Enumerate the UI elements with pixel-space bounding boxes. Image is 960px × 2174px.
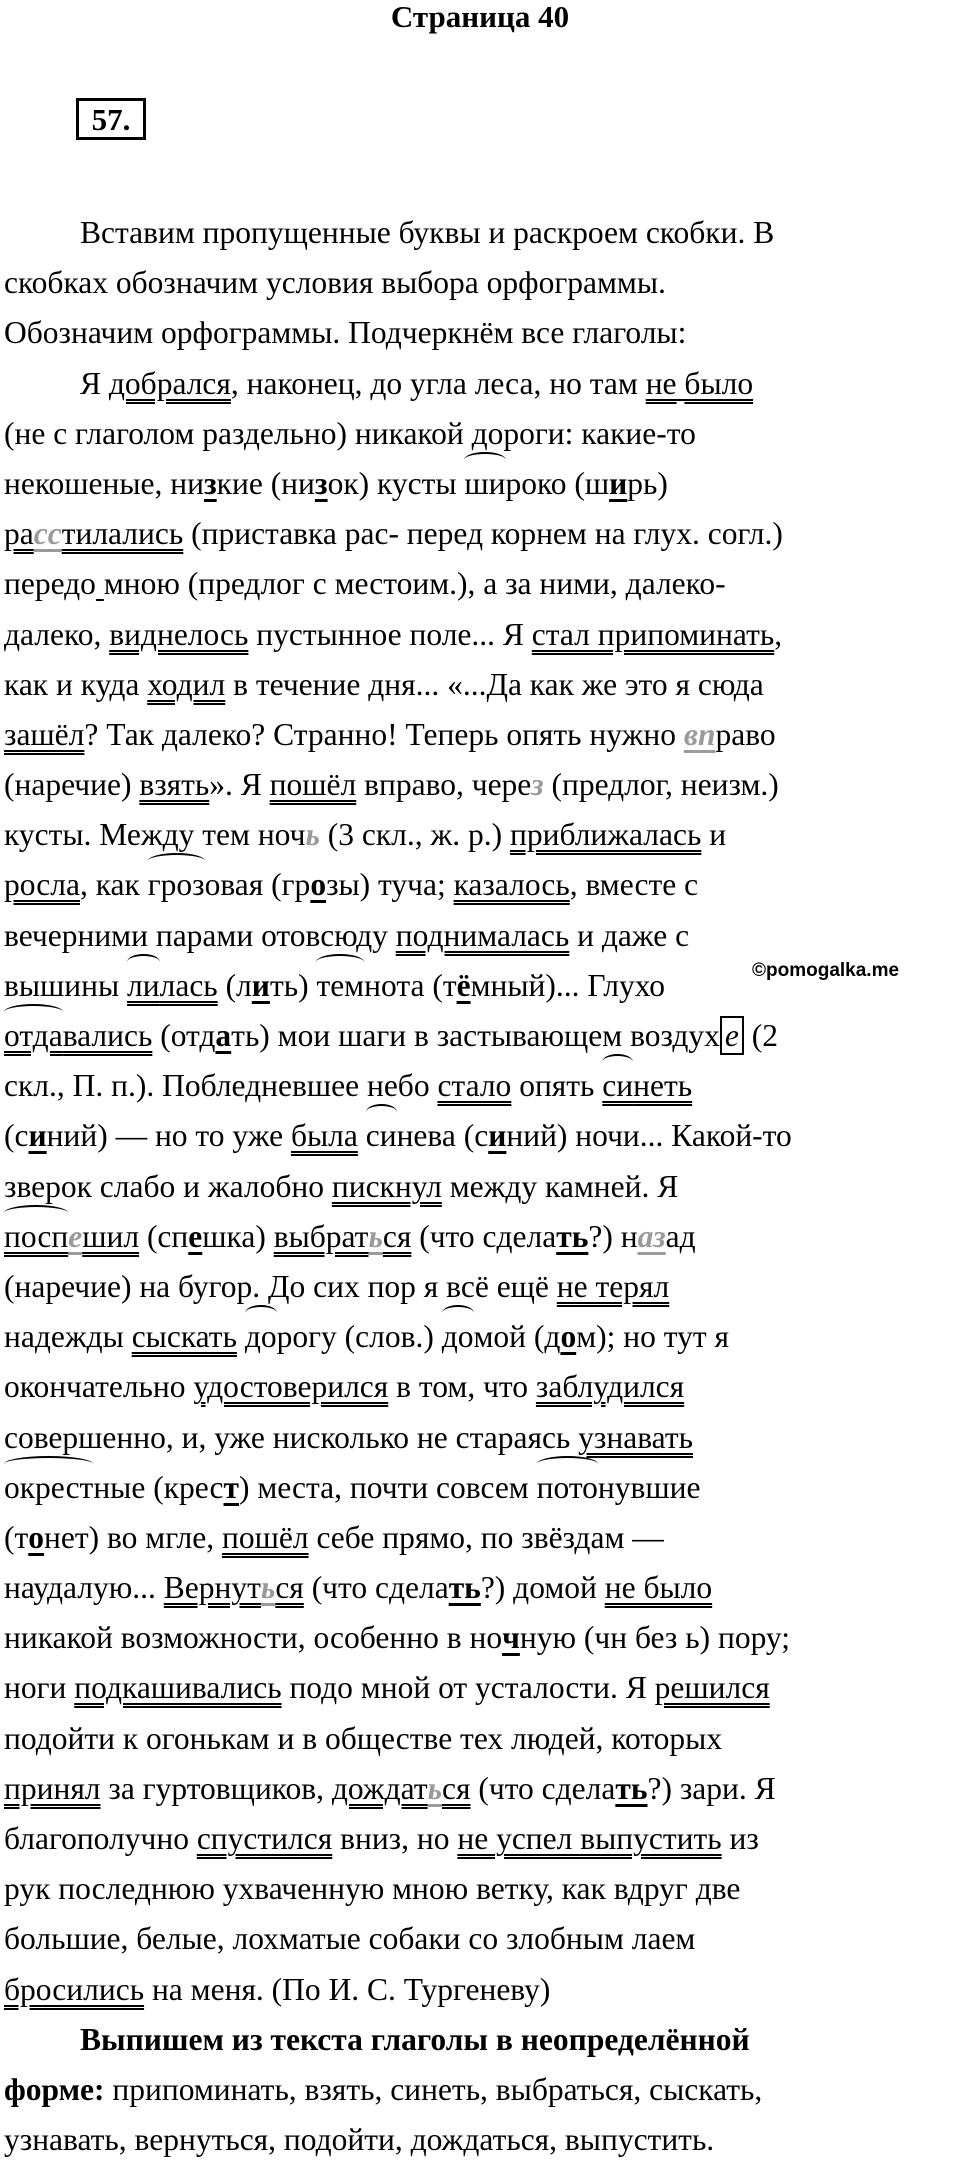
text: , вместе с (569, 867, 699, 903)
exercise-number: 57. (76, 98, 146, 140)
verb: бросились (4, 1971, 145, 2007)
text-line (4, 860, 924, 910)
verb: ся (442, 1770, 471, 1806)
orthogram: ь (305, 817, 320, 853)
orthogram: о (560, 1319, 577, 1355)
orthogram: ть (615, 1770, 648, 1806)
verb: неть (633, 1068, 693, 1104)
text: мой (д (473, 1319, 561, 1355)
text: в том, что (388, 1369, 536, 1405)
task-answer: припоминать, взять, синеть, выбраться, сыскать, (104, 2071, 763, 2107)
verb: поднималась (395, 917, 570, 953)
text: (т (4, 1519, 29, 1555)
text: благополучно (4, 1821, 197, 1856)
verb: спустился (196, 1821, 333, 1856)
text: м); но тут я (576, 1319, 729, 1355)
text: ний) ночи... Какой-то (506, 1118, 792, 1154)
text: (с (4, 1118, 29, 1154)
text: никакой возможности, особенно в но (4, 1620, 503, 1656)
verb: не было (604, 1570, 713, 1606)
text: (3 скл., ж. р.) (319, 817, 510, 853)
orthogram: о (310, 867, 327, 903)
text: (что сдела (470, 1770, 616, 1806)
text-line (4, 1413, 924, 1463)
ending-box: е (720, 1016, 744, 1055)
text: (л (217, 967, 252, 1003)
verb: подкашивались (74, 1670, 282, 1706)
text-line (4, 1513, 924, 1563)
verb: не успел выпустить (457, 1821, 722, 1856)
root-arc: ши (464, 459, 505, 509)
text: ?) н (588, 1218, 638, 1254)
text: скл., П. п.). Побледневшее небо (4, 1068, 438, 1104)
verb: виднелось (109, 616, 249, 652)
text: (что сдела (411, 1218, 557, 1254)
instruction-line: скобках обозначим условия выбора орфограммы. (4, 265, 666, 301)
root-arc: пото (537, 1463, 598, 1513)
text: ? Так далеко? Странно! Теперь опять нужно (84, 716, 684, 752)
verb: приближалась (509, 817, 702, 853)
orthogram: аз (637, 1218, 666, 1254)
text-line (4, 559, 924, 609)
text-line (4, 1061, 924, 1111)
text: кусты. Между тем ноч (4, 817, 306, 853)
text: зверок слабо и жалобно (4, 1168, 332, 1204)
text: ?) домой (480, 1570, 605, 1606)
text: в течение дня... «...Да как же это я сюда (225, 666, 764, 702)
text: нет) во мгле, (44, 1519, 222, 1555)
text: вправо, чере (356, 767, 532, 803)
verb-root-arc: посп (4, 1212, 68, 1262)
text: (сп (139, 1218, 189, 1254)
verb: тилались (61, 516, 184, 552)
verb: ходил (147, 666, 226, 702)
text: роко (ш (505, 465, 610, 501)
text-line (4, 1613, 924, 1663)
verb-root-arc: отда (4, 1011, 63, 1061)
orthogram: и (609, 465, 628, 501)
text: (наречие) (4, 767, 140, 803)
exercise-text (4, 208, 924, 2165)
verb: ся (275, 1570, 304, 1606)
text: как и куда (4, 666, 148, 702)
instruction-line: Вставим пропущенные буквы и раскроем скобки. В (80, 215, 775, 250)
text: (наречие) на бугор. До сих пор я всё ещё (4, 1268, 557, 1304)
orthogram: з (204, 465, 217, 501)
verb: удостоверился (193, 1369, 389, 1405)
verb: пошёл (269, 767, 357, 803)
text: пустынное поле... Я (248, 616, 532, 652)
text: , (774, 616, 783, 652)
verb: Вернут (163, 1570, 261, 1606)
text-line (4, 961, 924, 1011)
verb: добрался (108, 365, 231, 401)
text: между камней. Я (441, 1168, 679, 1204)
text: ть) (269, 967, 317, 1003)
text (358, 1118, 366, 1153)
verb: не (645, 365, 677, 401)
orthogram: ч (502, 1620, 520, 1656)
orthogram: ь (368, 1218, 383, 1254)
text: за гуртовщиков, (100, 1770, 332, 1806)
verb: заблудился (535, 1369, 685, 1405)
text: надежды (4, 1319, 132, 1355)
text-line (4, 1814, 924, 1864)
verb: принял (4, 1770, 101, 1806)
task-heading-end: форме: (4, 2071, 105, 2107)
text-line (4, 1111, 924, 1161)
text: совершенно, и, уже нисколько не стараясь (4, 1419, 579, 1455)
verb: вались (62, 1018, 153, 1053)
task-answer-line: узнавать, вернуться, подойти, дождаться, выпустить. (4, 2122, 715, 2158)
verb: не терял (556, 1268, 670, 1304)
root-arc: до (442, 1312, 474, 1362)
text: вечерними парами отовсюду (4, 917, 396, 953)
text-line (4, 660, 924, 710)
text: ?) зари. Я (647, 1770, 776, 1806)
text: и даже с (569, 917, 690, 953)
text: шка) (202, 1218, 274, 1254)
text (237, 1319, 245, 1354)
text: ные (крес (93, 1469, 224, 1505)
orthogram: т (223, 1469, 239, 1505)
text: ть) мои шаги в застывающем воздух (231, 1018, 720, 1053)
text: нева (с (396, 1118, 489, 1154)
text-line (4, 1362, 924, 1412)
text-line (4, 810, 924, 860)
text-line: большие, белые, лохматые собаки со злобным лаем (4, 1921, 696, 1957)
verb: взять (139, 767, 210, 803)
text: мною (предлог с местоим.), а за ними, далеко- (103, 566, 726, 602)
text: , как (79, 867, 148, 903)
text-line (4, 1563, 924, 1613)
verb: шил (82, 1218, 140, 1254)
text: наудалую... (4, 1570, 164, 1606)
instruction-line: Обозначим орфограммы. Подчеркнём все глаголы: (4, 315, 687, 351)
orthogram: а (215, 1018, 232, 1053)
verb: росла (4, 867, 80, 903)
verb: выбрат (273, 1218, 369, 1254)
verb: пошёл (221, 1519, 309, 1555)
orthogram: е (68, 1218, 83, 1254)
verb: решился (654, 1670, 770, 1706)
text: из (721, 1821, 759, 1856)
verb: ся (382, 1218, 412, 1254)
root-arc: до (245, 1312, 277, 1362)
text: передо (4, 566, 96, 602)
text: ». Я (209, 767, 270, 803)
text: и (701, 817, 727, 853)
text-line (4, 1212, 924, 1262)
text: ок) кусты (327, 465, 465, 501)
root-arc: тем (316, 961, 364, 1011)
text: некошеные, ни (4, 465, 204, 501)
task-heading: Выпишем из текста глаголы в неопределённой (80, 2021, 750, 2057)
orthogram: ь (427, 1770, 442, 1806)
text-line (4, 459, 924, 509)
verb: лась (159, 967, 218, 1003)
verb-root-arc: ли (127, 961, 160, 1011)
text: себе прямо, по звёздам — (308, 1519, 664, 1555)
text: ную (чн без ь) пору; (519, 1620, 790, 1656)
text: ) места, почти совсем (238, 1469, 537, 1505)
orthogram (96, 566, 104, 601)
text: зы) туча; (326, 867, 454, 903)
page-title: Страница 40 (390, 0, 570, 34)
orthogram: з (531, 767, 544, 803)
text: кие (ни (216, 465, 315, 501)
text-line (4, 1011, 924, 1061)
text: подо мной от усталости. Я (281, 1670, 655, 1706)
text: рь) (627, 465, 668, 501)
text: (2 (743, 1018, 778, 1053)
verb: ра (4, 516, 34, 552)
root-arc: гроз (148, 860, 205, 910)
text-line (4, 1463, 924, 1513)
orthogram: ть (556, 1218, 589, 1254)
text: окончательно (4, 1369, 194, 1405)
text: (предлог, неизм.) (543, 767, 779, 803)
text-line (4, 1663, 924, 1713)
verb: узнавать (578, 1419, 693, 1455)
text: ад (665, 1218, 696, 1254)
text: вниз, но (332, 1821, 458, 1856)
text: мный)... Глухо (470, 967, 665, 1003)
orthogram: ё (456, 967, 471, 1003)
root-arc: си (366, 1111, 397, 1161)
text-line (4, 1965, 924, 2015)
orthogram: и (28, 1118, 47, 1154)
text: (приставка рас- перед корнем на глух. согл.) (183, 516, 783, 552)
text-line: (не с глаголом раздельно) никакой дороги: какие-то (4, 415, 696, 451)
text: опять (511, 1068, 603, 1104)
text-line: подойти к огонькам и в обществе тех людей, которых (4, 1720, 723, 1756)
orthogram: ь (260, 1570, 276, 1606)
orthogram: ть (448, 1570, 481, 1606)
verb: дождат (331, 1770, 428, 1806)
verb: было (684, 365, 754, 401)
text: Я (80, 365, 109, 401)
verb: пискнул (331, 1168, 442, 1204)
orthogram: о (28, 1519, 45, 1555)
text: (что сдела (303, 1570, 449, 1606)
orthogram: вп (683, 716, 716, 752)
verb: казалось (453, 867, 570, 903)
text: нота (т (364, 967, 457, 1003)
text: ноги (4, 1670, 75, 1706)
text: , наконец, до угла леса, но там (230, 365, 646, 401)
orthogram: и (251, 967, 270, 1003)
text-line: рук последнюю ухваченную мною ветку, как вдруг две (4, 1871, 741, 1907)
text-line (4, 710, 924, 760)
text: (отд (152, 1018, 216, 1053)
text-line (4, 509, 924, 559)
text-line (4, 359, 924, 409)
root-arc: окрест (4, 1463, 93, 1513)
text: раво (715, 716, 776, 752)
text-line (4, 1312, 924, 1362)
text: далеко, (4, 616, 110, 652)
verb: стал припоминать (531, 616, 775, 652)
text: на меня. (По И. С. Тургеневу) (144, 1971, 551, 2007)
text-line (4, 1764, 924, 1814)
text-line (4, 1162, 924, 1212)
verb: зашёл (4, 716, 85, 752)
text-line (4, 760, 924, 810)
text: ний) — но то уже (46, 1118, 291, 1154)
verb: сыскать (131, 1319, 237, 1355)
verb-root-arc: си (602, 1061, 633, 1111)
orthogram: е (188, 1218, 203, 1254)
task-answer-line (4, 2065, 924, 2115)
verb: была (290, 1118, 358, 1154)
text: овая (гр (204, 867, 311, 903)
orthogram: и (488, 1118, 507, 1154)
verb: стало (437, 1068, 512, 1104)
text: вышины (4, 967, 128, 1003)
text: нувшие (597, 1469, 701, 1505)
watermark: ©pomogalka.me (752, 960, 900, 981)
orthogram: з (314, 465, 328, 501)
text: рогу (слов.) (276, 1319, 442, 1355)
orthogram: сс (33, 516, 62, 552)
text-line (4, 610, 924, 660)
